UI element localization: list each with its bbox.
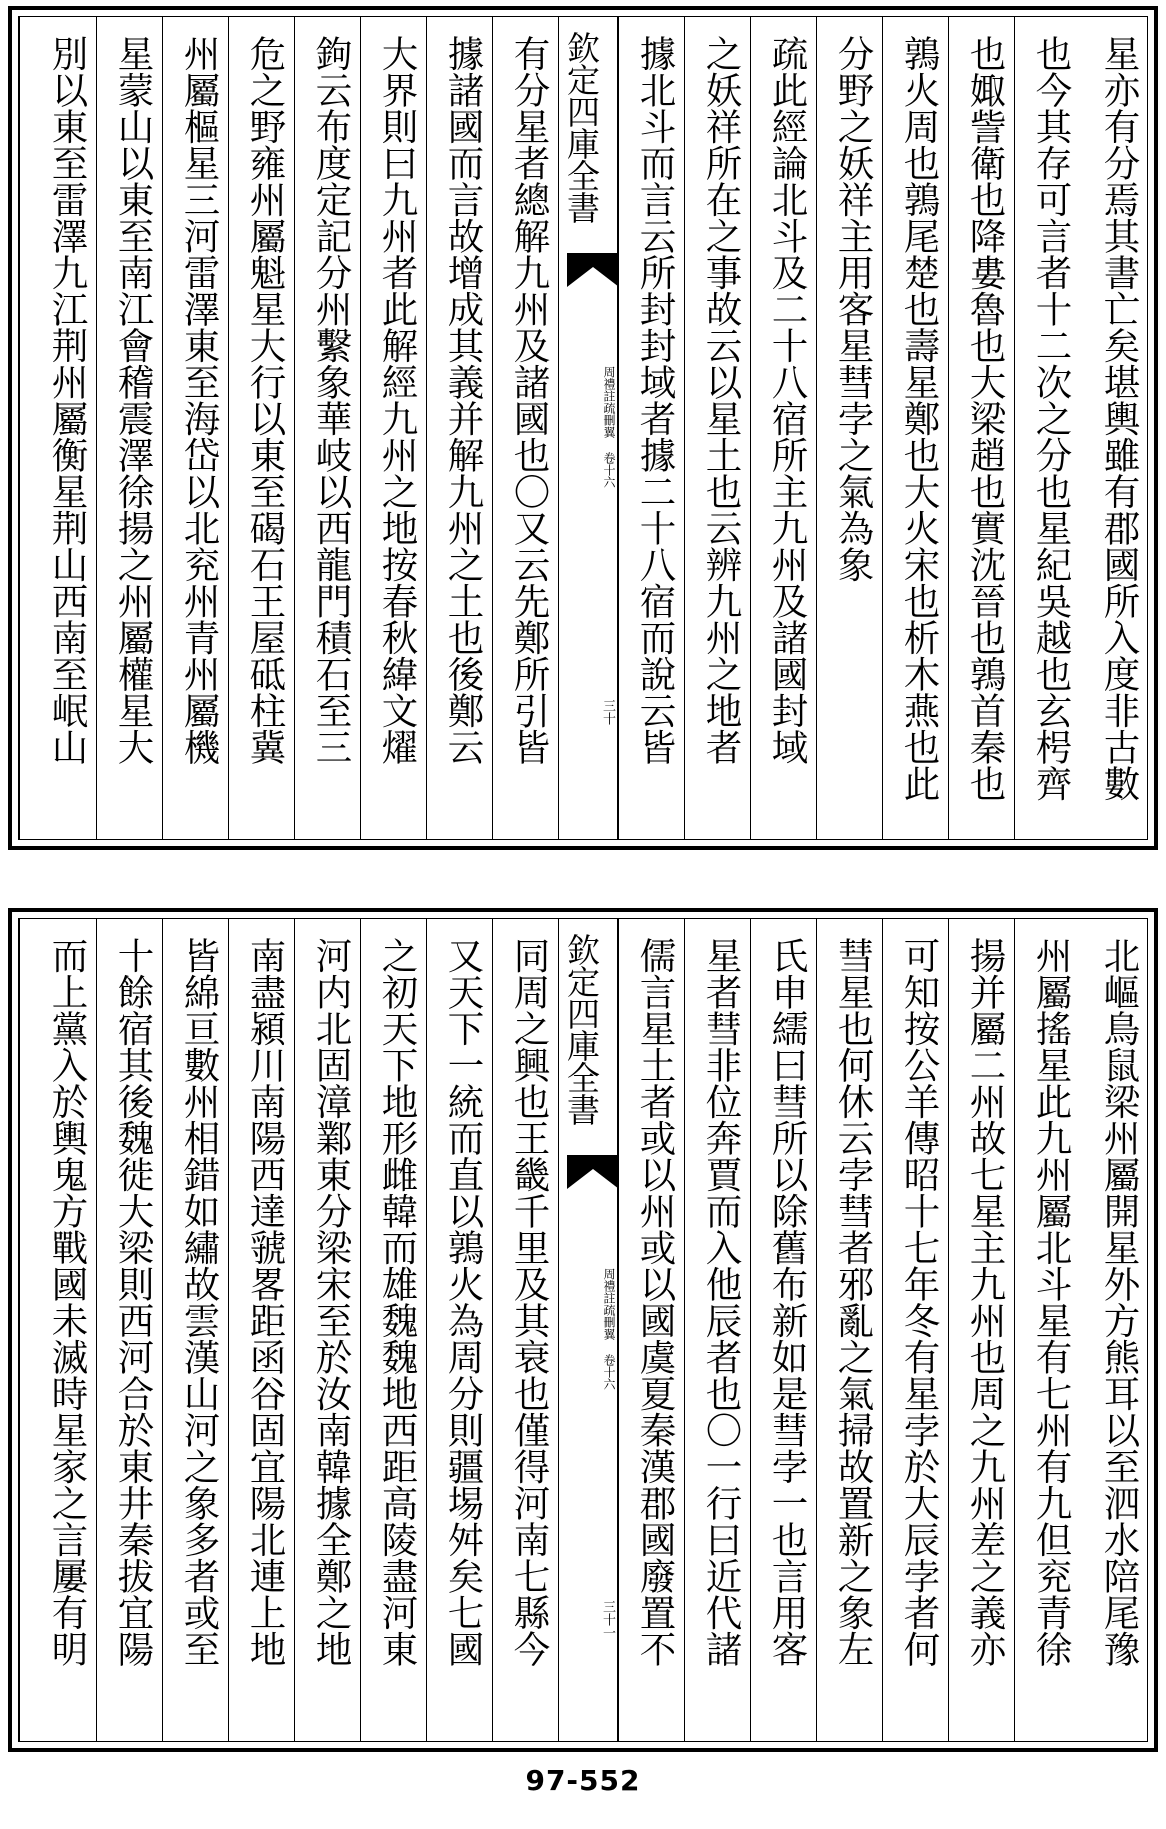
book-title: 欽定四庫全書 bbox=[562, 31, 601, 223]
text-column: 彗星也何休云孛彗者邪亂之氣掃故置新之象左 bbox=[816, 919, 882, 1741]
text-column: 據北斗而言云所封封域者據二十八宿而說云皆 bbox=[618, 17, 684, 839]
text-column: 也娵訾衛也降婁魯也大梁趙也實沈晉也鶉首秦也 bbox=[948, 17, 1014, 839]
top-page-frame bbox=[18, 16, 1148, 840]
text-column: 又天下一統而直以鶉火為周分則疆埸舛矣七國 bbox=[426, 919, 492, 1741]
text-column: 鉤云布度定記分州繫象華岐以西龍門積石至三 bbox=[294, 17, 360, 839]
text-column: 星者彗非位奔賈而入他辰者也〇一行曰近代諸 bbox=[684, 919, 750, 1741]
text-column: 可知按公羊傳昭十七年冬有星孛於大辰孛者何 bbox=[882, 919, 948, 1741]
top-page bbox=[8, 6, 1158, 850]
bottom-page bbox=[8, 908, 1158, 1752]
text-column: 據諸國而言故增成其義并解九州之土也後鄭云 bbox=[426, 17, 492, 839]
page-number: 97-552 bbox=[525, 1764, 641, 1797]
text-column: 星蒙山以東至南江會稽震澤徐揚之州屬權星大 bbox=[96, 17, 162, 839]
center-fold bbox=[558, 17, 618, 839]
text-column: 鶉火周也鶉尾楚也壽星鄭也大火宋也析木燕也此 bbox=[882, 17, 948, 839]
text-column: 皆綿亘數州相錯如繡故雲漢山河之象多者或至 bbox=[162, 919, 228, 1741]
text-column: 十餘宿其後魏徙大梁則西河合於東井秦拔宜陽 bbox=[96, 919, 162, 1741]
volume-label: 周禮註疏刪翼 卷十六 bbox=[602, 1268, 616, 1390]
text-column: 大界則曰九州者此解經九州之地按春秋緯文燿 bbox=[360, 17, 426, 839]
text-column: 而上黨入於輿鬼方戰國未滅時星家之言屢有明 bbox=[19, 919, 96, 1741]
volume-label: 周禮註疏刪翼 卷十六 bbox=[602, 366, 616, 488]
bottom-page-frame bbox=[18, 918, 1148, 1742]
text-column: 危之野雍州屬魁星大行以東至碣石王屋砥柱冀 bbox=[228, 17, 294, 839]
text-column: 河内北固漳鄴東分梁宋至於汝南韓據全鄭之地 bbox=[294, 919, 360, 1741]
text-column: 分野之妖祥主用客星彗孛之氣為象 bbox=[816, 17, 882, 839]
text-column: 疏此經論北斗及二十八宿所主九州及諸國封域 bbox=[750, 17, 816, 839]
text-column: 有分星者總解九州及諸國也〇又云先鄭所引皆 bbox=[492, 17, 558, 839]
text-column: 儒言星土者或以州或以國虞夏秦漢郡國廢置不 bbox=[618, 919, 684, 1741]
text-column: 同周之興也王畿千里及其衰也僅得河南七縣今 bbox=[492, 919, 558, 1741]
text-column: 氏申繻曰彗所以除舊布新如是彗孛一也言用客 bbox=[750, 919, 816, 1741]
text-column: 之妖祥所在之事故云以星土也云辨九州之地者 bbox=[684, 17, 750, 839]
text-column: 也今其存可言者十二次之分也星紀吳越也玄枵齊 bbox=[1014, 17, 1080, 839]
text-column: 南盡潁川南陽西達虢畧距函谷固宜陽北連上地 bbox=[228, 919, 294, 1741]
center-fold bbox=[558, 919, 618, 1741]
text-column: 別以東至雷澤九江荆州屬衡星荆山西南至岷山 bbox=[19, 17, 96, 839]
text-column: 揚并屬二州故七星主九州也周之九州差之義亦 bbox=[948, 919, 1014, 1741]
text-column: 北嶇鳥鼠梁州屬開星外方熊耳以至泗水陪尾豫 bbox=[1098, 937, 1141, 1667]
text-column: 之初天下地形雌韓而雄魏魏地西距高陵盡河東 bbox=[360, 919, 426, 1741]
text-column: 州屬樞星三河雷澤東至海岱以北兖州青州屬機 bbox=[162, 17, 228, 839]
text-column: 州屬搖星此九州屬北斗星有七州有九但兖青徐 bbox=[1014, 919, 1080, 1741]
folio-number: 三十一 bbox=[600, 1599, 615, 1639]
fishtail-mark-icon bbox=[567, 1155, 619, 1189]
text-column: 星亦有分焉其書亡矣堪輿雖有郡國所入度非古數 bbox=[1098, 35, 1141, 802]
book-title: 欽定四庫全書 bbox=[562, 933, 601, 1125]
folio-number: 三十 bbox=[600, 699, 615, 725]
fishtail-mark-icon bbox=[567, 253, 619, 287]
